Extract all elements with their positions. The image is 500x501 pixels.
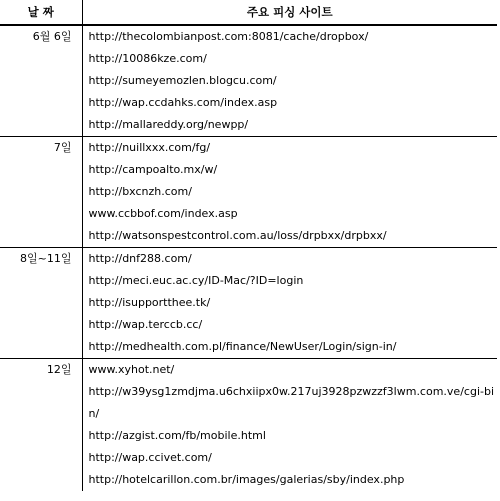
url-text: www.ccbbof.com/index.asp [88,207,238,220]
url-text: http://bxcnzh.com/ [88,185,192,198]
date-cell: 8일~11일 [0,248,82,359]
url-cell [82,25,497,137]
url-text: http://sumeyemozlen.blogcu.com/ [88,74,277,87]
url-text: http://azgist.com/fb/mobile.html [88,429,266,442]
url-text: http://mallareddy.org/newpp/ [88,118,249,131]
url-text: http://medhealth.com.pl/finance/NewUser/Login/sign-in/ [88,340,397,353]
table-row [0,25,497,137]
url-text: http://thecolombianpost.com:8081/cache/dropbox/ [88,30,369,43]
url-text: http://w39ysg1zmdjma.u6chxiipx0w.217uj3928pzwzzf3lwm.com.ve/cgi-bin/ [88,385,495,420]
url-cell [82,359,497,492]
date-column-header: 날 짜 [0,0,82,25]
date-cell: 7일 [0,137,82,248]
url-text: http://dnf288.com/ [88,252,192,265]
url-text: http://hotelcarillon.com.br/images/galerias/sby/index.php [88,473,405,486]
sites-column-header: 주요 피싱 사이트 [82,0,497,25]
url-cell [82,137,497,248]
date-cell: 6월 6일 [0,25,82,137]
date-cell: 12일 [0,359,82,492]
table-row [0,359,497,492]
url-text: http://meci.euc.ac.cy/ID-Mac/?ID=login [88,274,304,287]
url-text: http://10086kze.com/ [88,52,207,65]
url-text: http://isupportthee.tk/ [88,296,211,309]
url-text: http://campoalto.mx/w/ [88,163,218,176]
url-text: http://nuillxxx.com/fg/ [88,141,211,154]
url-text: http://wap.ccdahks.com/index.asp [88,96,278,109]
table-row [0,137,497,248]
url-cell [82,248,497,359]
url-text: http://wap.ccivet.com/ [88,451,212,464]
url-text: http://watsonspestcontrol.com.au/loss/drpbxx/drpbxx/ [88,229,387,242]
url-text: http://wap.terccb.cc/ [88,318,203,331]
url-text: www.xyhot.net/ [88,363,175,376]
table-header-row [0,0,497,25]
table-row [0,248,497,359]
